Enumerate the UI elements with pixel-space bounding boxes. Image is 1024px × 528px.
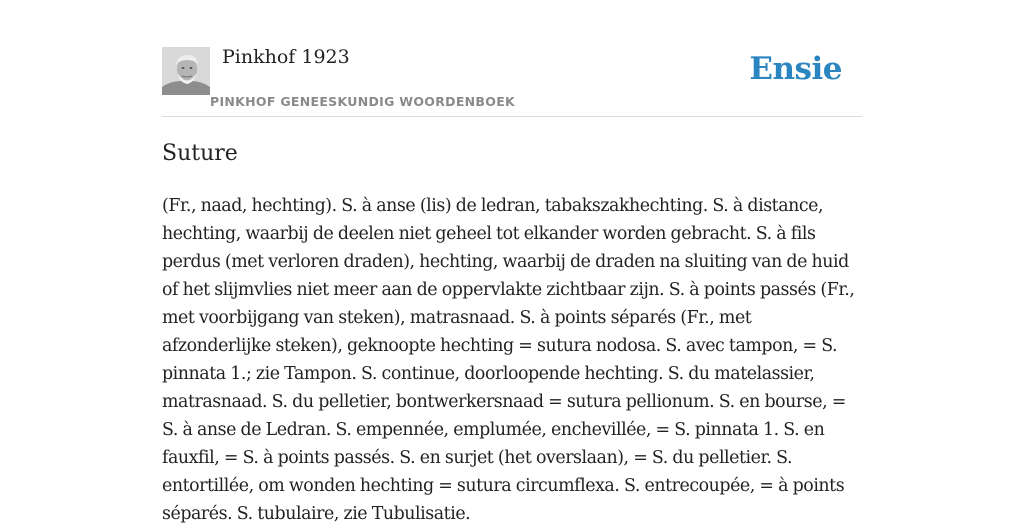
dictionary-name[interactable]: PINKHOF GENEESKUNDIG WOORDENBOEK: [210, 94, 516, 109]
author-name[interactable]: Pinkhof 1923: [222, 46, 350, 68]
brand-logo[interactable]: Ensie: [749, 51, 842, 87]
entry-header: [162, 46, 862, 117]
person-portrait-icon: [162, 47, 210, 95]
entry-title: Suture: [162, 141, 238, 166]
entry-definition: (Fr., naad, hechting). S. à anse (lis) de ledran, tabakszakhechting. S. à distance, hechting, waarbij de deelen niet geheel tot elkander worden gebracht. S. à fils perdus (met verloren draden), hechting, waarbij de draden na sluiting van de huid of het slijmvlies niet meer aan de oppervlakte zichtbaar zijn. S. à points passés (Fr., met voorbijgang van steken), matrasnaad. S. à points séparés (Fr., met afzonderlijke steken), geknoopte hechting = sutura nodosa. S. avec tampon, = S. pinnata 1.; zie Tampon. S. continue, doorloopende hechting. S. du matelassier, matrasnaad. S. du pelletier, bontwerkersnaad = sutura pellionum. S. en bourse, = S. à anse de Ledran. S. empennée, emplumée, enchevillée, = S. pinnata 1. S. en fauxfil, = S. à points passés. S. en surjet (het overslaan), = S. du pelletier. S. entortillée, om wonden hechting = sutura circumflexa. S. entrecoupée, = à points séparés. S. tubulaire, zie Tubulisatie.: [162, 196, 855, 524]
author-avatar[interactable]: [162, 47, 210, 95]
